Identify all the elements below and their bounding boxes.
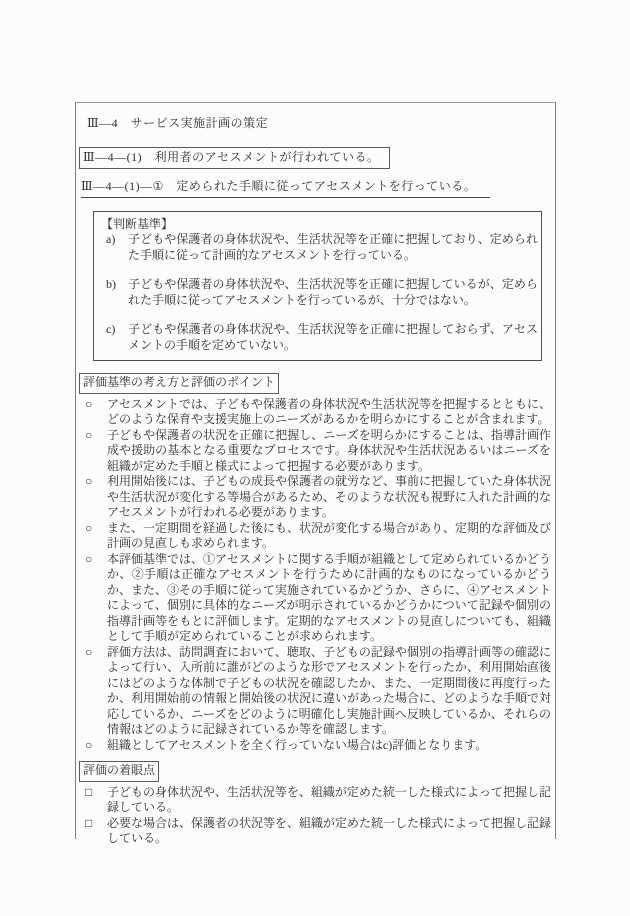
evaluation-point-item xyxy=(85,645,551,738)
evaluation-point-text: 組織としてアセスメントを全く行っていない場合はc)評価となります。 xyxy=(107,737,488,752)
checkbox-bullet: □ xyxy=(85,815,93,830)
evaluation-point-item xyxy=(85,397,551,428)
circle-bullet: ○ xyxy=(85,737,93,752)
judgment-criteria-header: 【判断基準】 xyxy=(101,216,174,231)
evaluation-points-list xyxy=(85,397,550,754)
focus-point-item xyxy=(85,785,551,816)
evaluation-point-text: 利用開始後には、子どもの成長や保護者の就労など、事前に把握していた身体状況や生活状況が変化する等場合があるため、そのような状況も視野に入れた計画的なアセスメントが行われる必要があります。 xyxy=(107,474,552,519)
focus-point-text: 子どもの身体状況や、生活状況等を、組織が定めた統一した様式によって把握し記録している。 xyxy=(107,784,551,814)
criteria-item-row xyxy=(79,179,550,198)
criteria-id-row xyxy=(79,147,550,170)
circle-bullet: ○ xyxy=(85,551,93,566)
focus-points-header-row xyxy=(79,761,550,782)
judgment-criteria-box xyxy=(93,211,542,362)
checkbox-bullet: □ xyxy=(85,784,93,799)
judgment-item-b xyxy=(101,277,538,308)
page-border-frame xyxy=(75,102,556,845)
judgment-item-c-text: 子どもや保護者の身体状況や、生活状況等を正確に把握しておらず、アセスメントの手順を定めていない。 xyxy=(128,322,538,352)
evaluation-point-item xyxy=(85,474,551,521)
circle-bullet: ○ xyxy=(85,644,93,659)
evaluation-point-text: 子どもや保護者の状況を正確に把握し、ニーズを明らかにすることは、指導計画作成や援助の基本となる重要なプロセスです。身体状況や生活状況あるいはニーズを組織が定めた手順と様式によって把握する必要があります。 xyxy=(107,427,551,473)
evaluation-points-header: 評価基準の考え方と評価のポイント xyxy=(79,373,279,394)
judgment-item-b-text: 子どもや保護者の身体状況や、生活状況等を正確に把握しているが、定められた手順に従ってアセスメントを行っているが、十分ではない。 xyxy=(128,277,538,307)
focus-point-text: 必要な場合は、保護者の状況等を、組織が定めた統一した様式によって把握し記録している。 xyxy=(107,815,552,845)
judgment-item-c-label: c) xyxy=(106,322,116,336)
focus-points-list xyxy=(85,785,550,847)
circle-bullet: ○ xyxy=(85,427,93,442)
focus-points-header: 評価の着眼点 xyxy=(79,761,159,782)
evaluation-point-item xyxy=(85,552,551,645)
judgment-item-a-label: a) xyxy=(106,232,116,246)
evaluation-point-item xyxy=(85,521,551,552)
section-title: Ⅲ―4 サービス実施計画の策定 xyxy=(87,116,269,130)
evaluation-point-text: また、一定期間を経過した後にも、状況が変化する場合があり、定期的な評価及び計画の見直しも求められます。 xyxy=(107,520,552,550)
focus-point-item xyxy=(85,816,551,847)
evaluation-point-item xyxy=(85,428,551,475)
evaluation-point-text: 評価方法は、訪問調査において、聴取、子どもの記録や個別の指導計画等の確認によって行い、入所前に誰がどのような形でアセスメントを行ったか、利用開始直後にはどのような体制で子どもの状況を確認したか、また、一定期間後に再度行ったか、利用開始前の情報と開始後の状況に違いがあった場合に、どのような手順で対応しているか、ニーズをどのように明確化し実施計画へ反映しているか、それらの情報はどのように記録されているか等を確認します。 xyxy=(107,644,552,736)
evaluation-point-item xyxy=(85,738,551,754)
criteria-id-box: Ⅲ―4―(1) 利用者のアセスメントが行われている。 xyxy=(79,147,390,170)
judgment-item-c xyxy=(101,322,538,353)
judgment-item-a xyxy=(101,232,538,263)
evaluation-point-text: アセスメントでは、子どもや保護者の身体状況や生活状況等を把握するとともに、どのような保育や支援実施上のニーズがあるかを明らかにすることが含まれます。 xyxy=(107,396,551,426)
judgment-item-b-label: b) xyxy=(106,277,116,291)
evaluation-points-header-row xyxy=(79,373,550,394)
circle-bullet: ○ xyxy=(85,520,93,535)
judgment-item-a-text: 子どもや保護者の身体状況や、生活状況等を正確に把握しており、定められた手順に従って計画的なアセスメントを行っている。 xyxy=(128,232,538,262)
circle-bullet: ○ xyxy=(85,474,93,488)
evaluation-point-text: 本評価基準では、①アセスメントに関する手順が組織として定められているかどうか、②手順は正確なアセスメントを行うために計画的なものになっているかどうか、また、③その手順に従って実施されているかどうか、さらに、④アセスメントによって、個別に具体的なニーズが明示されているかどうかについて記録や個別の指導計画等をもとに評価します。定期的なアセスメントの見直しについても、組織として手順が定められていることが求められます。 xyxy=(107,551,551,643)
circle-bullet: ○ xyxy=(85,396,93,411)
criteria-item-heading: Ⅲ―4―(1)―① 定められた手順に従ってアセスメントを行っている。 xyxy=(81,179,490,198)
